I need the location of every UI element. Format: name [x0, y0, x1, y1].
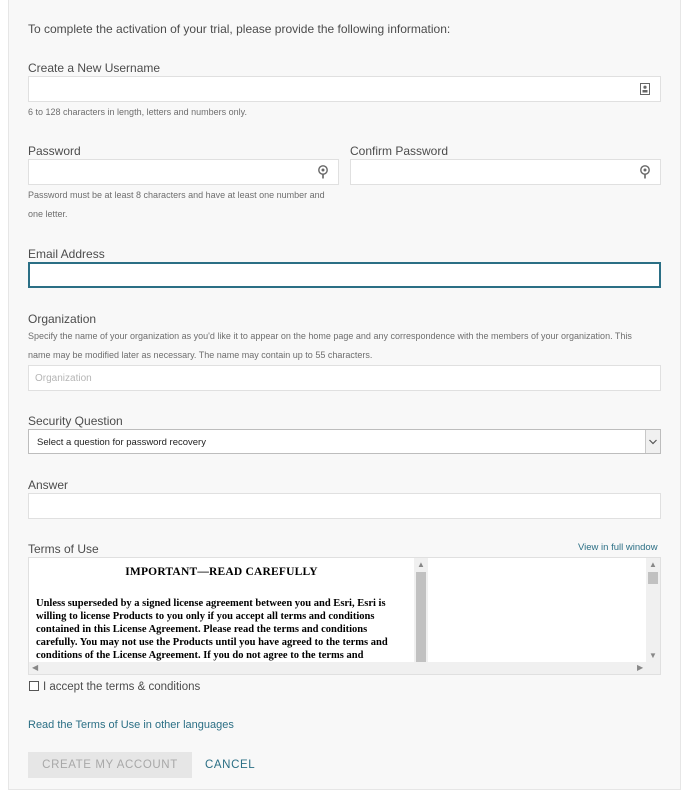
terms-inner-scrollbar[interactable] — [414, 558, 428, 663]
scroll-right-icon[interactable]: ▶ — [637, 663, 644, 672]
confirm-password-input[interactable] — [351, 160, 660, 184]
security-question-label: Security Question — [28, 414, 123, 428]
confirm-password-field[interactable] — [350, 159, 661, 185]
username-hint: 6 to 128 characters in length, letters and numbers only. — [28, 107, 247, 117]
contact-card-icon — [638, 82, 652, 96]
terms-label: Terms of Use — [28, 542, 99, 556]
chevron-down-icon[interactable] — [645, 430, 660, 453]
key-icon — [316, 165, 330, 179]
security-question-selected: Select a question for password recovery — [37, 437, 206, 448]
terms-box[interactable] — [28, 557, 661, 675]
username-input[interactable] — [29, 77, 660, 101]
view-full-window-link[interactable]: View in full window — [578, 542, 658, 553]
email-field[interactable] — [28, 262, 661, 288]
password-hint-line2: one letter. — [28, 209, 68, 219]
accept-terms-checkbox[interactable] — [29, 681, 39, 691]
scroll-up-icon[interactable]: ▲ — [417, 560, 425, 569]
username-label: Create a New Username — [28, 61, 161, 75]
scroll-down-icon[interactable]: ▼ — [649, 651, 657, 660]
create-account-button[interactable]: CREATE MY ACCOUNT — [28, 752, 192, 778]
terms-outer-scrollbar[interactable] — [646, 558, 660, 663]
accept-terms-label: I accept the terms & conditions — [43, 681, 201, 693]
cancel-button[interactable]: CANCEL — [205, 759, 256, 771]
answer-input[interactable] — [29, 494, 660, 518]
password-label: Password — [28, 144, 81, 158]
password-field[interactable] — [28, 159, 339, 185]
answer-field[interactable] — [28, 493, 661, 519]
terms-inner-scroll-thumb[interactable] — [416, 572, 426, 664]
organization-hint-line1: Specify the name of your organization as you'd like it to appear on the home page and any correspondence with the members of your organization. This — [28, 331, 632, 341]
intro-text: To complete the activation of your trial, please provide the following information: — [28, 22, 451, 36]
answer-label: Answer — [28, 478, 69, 492]
terms-content — [29, 558, 414, 663]
email-label: Email Address — [28, 247, 105, 261]
terms-outer-scroll-thumb[interactable] — [648, 572, 658, 584]
scroll-up-icon[interactable]: ▲ — [649, 560, 657, 569]
key-icon — [638, 165, 652, 179]
security-question-select[interactable] — [28, 429, 661, 454]
username-field[interactable] — [28, 76, 661, 102]
password-hint-line1: Password must be at least 8 characters and have at least one number and — [28, 190, 325, 200]
confirm-password-label: Confirm Password — [350, 144, 449, 158]
scroll-left-icon[interactable]: ◀ — [32, 663, 39, 672]
terms-horizontal-scrollbar[interactable] — [29, 662, 660, 674]
organization-hint-line2: name may be modified later as necessary. The name may contain up to 55 characters. — [28, 350, 373, 360]
password-input[interactable] — [29, 160, 338, 184]
terms-heading: IMPORTANT—READ CAREFULLY — [125, 566, 318, 578]
organization-label: Organization — [28, 312, 97, 326]
email-input[interactable] — [29, 263, 660, 287]
organization-field[interactable] — [28, 365, 661, 391]
terms-other-languages-link[interactable]: Read the Terms of Use in other languages — [28, 719, 234, 731]
organization-input[interactable] — [29, 366, 660, 390]
terms-body: Unless superseded by a signed license agreement between you and Esri, Esri is willing to license Products to you only if you accept all terms and conditions contained in this License Agreement. Please read the terms and conditions carefully. You may not use the Products until you have agreed to the terms and conditions of the License Agreement. If you do not agree to the terms and — [36, 598, 388, 661]
